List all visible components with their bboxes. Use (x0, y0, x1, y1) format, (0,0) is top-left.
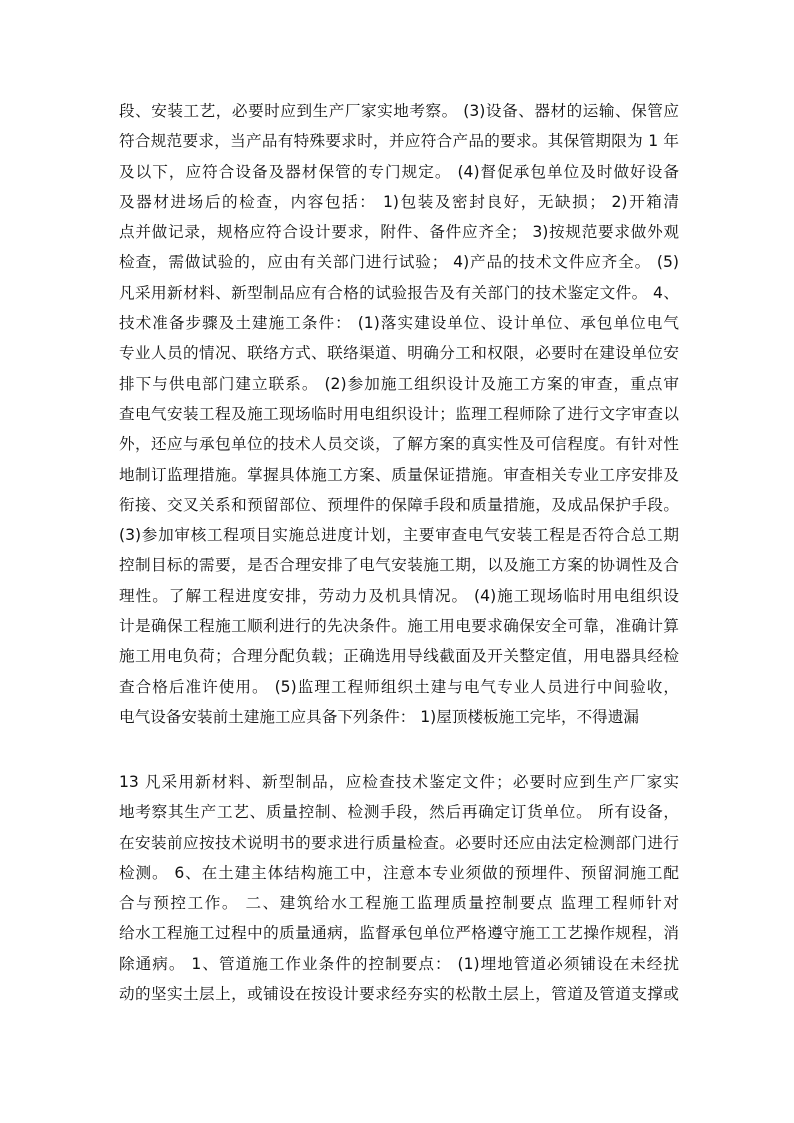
text-line: 计是确保工程施工顺利进行的先决条件。施工用电要求确保安全可靠，准确计算 (119, 617, 679, 636)
text-line: 专业人员的情况、联络方式、联络渠道、明确分工和权限，必要时在建设单位安 (119, 344, 679, 363)
text-line: 衔接、交叉关系和预留部位、预埋件的保障手段和质量措施，及成品保护手段。 (119, 495, 679, 514)
text-line: 检测。 6、在土建主体结构施工中，注意本专业须做的预埋件、预留洞施工配 (119, 863, 679, 882)
text-line: 符合规范要求，当产品有特殊要求时，并应符合产品的要求。其保管期限为 1 年 (119, 132, 679, 151)
text-line: 外，还应与承包单位的技术人员交谈，了解方案的真实性及可信程度。有针对性 (119, 435, 679, 454)
text-line: 及以下，应符合设备及器材保管的专门规定。 (4)督促承包单位及时做好设备 (119, 162, 679, 181)
text-line: 段、安装工艺，必要时应到生产厂家实地考察。 (3)设备、器材的运输、保管应 (119, 102, 679, 120)
text-line: 13 凡采用新材料、新型制品，应检查技术鉴定文件；必要时应到生产厂家实 (119, 773, 679, 791)
text-line: 技术准备步骤及土建施工条件： (1)落实建设单位、设计单位、承包单位电气 (119, 314, 679, 333)
text-line: 查合格后准许使用。 (5)监理工程师组织土建与电气专业人员进行中间验收， (119, 677, 679, 696)
text-line: 点并做记录，规格应符合设计要求，附件、备件应齐全； 3)按规范要求做外观 (119, 223, 679, 242)
text-line: 控制目标的需要，是否合理安排了电气安装施工期，以及施工方案的协调性及合 (119, 556, 679, 575)
body-paragraph (119, 96, 679, 732)
text-line: 除通病。 1、管道施工作业条件的控制要点： (1)埋地管道必须铺设在未经扰 (119, 954, 679, 973)
text-line: 理性。了解工程进度安排，劳动力及机具情况。 (4)施工现场临时用电组织设 (119, 586, 679, 605)
body-paragraph (119, 767, 679, 1009)
text-line: 检查，需做试验的，应由有关部门进行试验； 4)产品的技术文件应齐全。 (5) (119, 253, 679, 272)
text-line: 凡采用新材料、新型制品应有合格的试验报告及有关部门的技术鉴定文件。 4、 (119, 283, 679, 302)
text-line: 施工用电负荷；合理分配负载；正确选用导线截面及开关整定值，用电器具经检 (119, 647, 679, 666)
text-line: 合与预控工作。 二、建筑给水工程施工监理质量控制要点 监理工程师针对 (119, 894, 679, 913)
text-line: 在安装前应按技术说明书的要求进行质量检查。必要时还应由法定检测部门进行 (119, 833, 679, 852)
text-line: 查电气安装工程及施工现场临时用电组织设计；监理工程师除了进行文字审查以 (119, 404, 679, 423)
text-line: 排下与供电部门建立联系。 (2)参加施工组织设计及施工方案的审查，重点审 (119, 374, 679, 393)
text-line: 地制订监理措施。掌握具体施工方案、质量保证措施。审查相关专业工序安排及 (119, 465, 679, 484)
text-line: 电气设备安装前土建施工应具备下列条件： 1)屋顶楼板施工完毕，不得遗漏 (119, 707, 639, 726)
text-line: (3)参加审核工程项目实施总进度计划，主要审查电气安装工程是否符合总工期 (119, 526, 679, 545)
text-line: 地考察其生产工艺、质量控制、检测手段，然后再确定订货单位。 所有设备， (119, 803, 679, 822)
text-line: 动的坚实土层上，或铺设在按设计要求经夯实的松散土层上，管道及管道支撑或 (119, 985, 679, 1004)
text-line: 及器材进场后的检查，内容包括： 1)包装及密封良好，无缺损； 2)开箱清 (119, 192, 679, 211)
text-line: 给水工程施工过程中的质量通病，监督承包单位严格遵守施工工艺操作规程，消 (119, 924, 679, 943)
